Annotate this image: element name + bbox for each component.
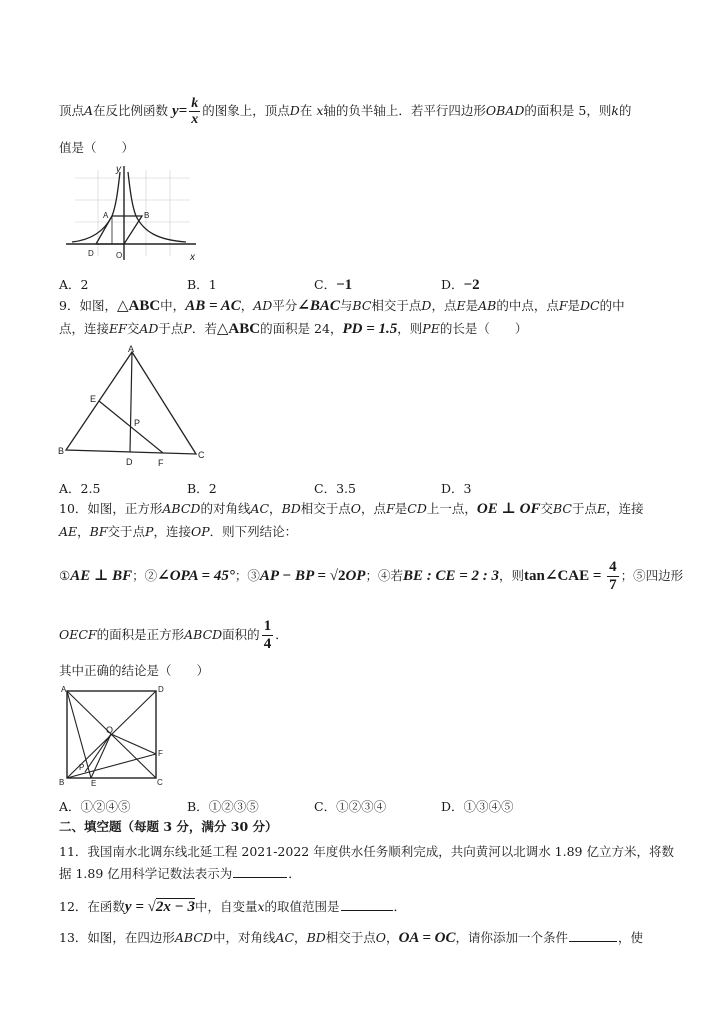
var-PE: PE	[422, 321, 440, 336]
text: 在	[299, 103, 313, 118]
var-O: O	[375, 930, 387, 945]
numerator: k	[191, 96, 199, 111]
q10-label-D: D	[158, 685, 164, 694]
option-letter: A．	[59, 481, 81, 496]
text: ；④若	[365, 568, 403, 583]
text: 9．如图，	[59, 298, 117, 313]
sqrt-two: √2	[329, 568, 346, 584]
text: 的图象上，顶点	[202, 103, 290, 118]
text: ，连接	[153, 524, 191, 539]
text: ，	[240, 298, 254, 313]
option-value: 3	[463, 481, 472, 496]
q9-label-E: E	[90, 394, 97, 404]
option-value: ①②④⑤	[80, 799, 131, 814]
q9-line1	[59, 297, 625, 315]
text: 是	[394, 501, 408, 516]
math-angle: ∠BAC	[297, 298, 340, 314]
q8-line2: 值是（ ）	[59, 140, 135, 155]
option-value: 2.5	[80, 481, 101, 496]
q10-label-P: P	[79, 763, 85, 772]
text: 13．如图，在四边形	[59, 930, 175, 945]
q9-option-a[interactable]	[59, 479, 100, 497]
text: 上一点，	[426, 501, 477, 516]
conclusion-1: AE ⊥ BF	[70, 568, 133, 584]
var-OECF: OECF	[59, 627, 97, 642]
q10-line2	[59, 523, 297, 541]
var-F: F	[558, 298, 568, 313]
text: ．	[275, 627, 288, 642]
text: 是	[465, 298, 479, 313]
option-letter: B．	[187, 799, 209, 814]
text: ．	[288, 866, 301, 881]
q8-option-a[interactable]	[59, 275, 88, 293]
conclusion-4: BE : CE = 2 : 3	[402, 568, 500, 584]
math-triangle: △ABC	[216, 321, 261, 337]
text: 的	[618, 103, 632, 118]
q8-option-b[interactable]	[187, 275, 217, 293]
q11-line1: 11．我国南水北调东线北延工程 2021-2022 年度供水任务顺利完成，共向黄河以北调水 1.89 亿立方米，将数	[59, 844, 674, 859]
text: ，则	[397, 321, 423, 336]
var-AC: AC	[275, 930, 295, 945]
denominator: 4	[263, 636, 272, 652]
q8-grid	[75, 170, 190, 256]
var-AE: AE	[59, 524, 78, 539]
q8-line1	[59, 96, 631, 127]
text: 的长是（ ）	[439, 321, 528, 336]
option-letter: D．	[441, 481, 464, 496]
text: 顶点	[59, 103, 85, 118]
q13-line	[59, 928, 643, 948]
text: 面积的	[222, 627, 260, 642]
q8-option-c[interactable]	[314, 275, 352, 294]
fraction-k-over-x	[189, 96, 200, 127]
fraction-4-7	[607, 559, 619, 594]
option-value: ①②③④	[336, 799, 387, 814]
q12-line	[59, 896, 406, 918]
text: 的中	[599, 298, 625, 313]
var-A: A	[84, 103, 94, 118]
q10-conclusions	[59, 559, 683, 594]
q10-option-c[interactable]	[314, 797, 386, 815]
math-ab-eq-ac: AB = AC	[185, 298, 241, 314]
option-value: 2	[208, 481, 217, 496]
text: 的面积是正方形	[96, 627, 185, 642]
math-y-eq: y =	[124, 899, 148, 915]
var-OBAD: OBAD	[485, 103, 525, 118]
q9-option-d[interactable]	[441, 479, 471, 497]
text: 10．如图，正方形	[59, 501, 163, 516]
var-y: y	[172, 103, 179, 119]
q8-label-x: x	[190, 252, 195, 263]
var-BC: BC	[352, 298, 372, 313]
text: ，点	[431, 298, 457, 313]
text: 中，	[160, 298, 186, 313]
var-E: E	[596, 501, 607, 516]
math-perp: OE ⊥ OF	[476, 501, 541, 517]
text: 中，自变量	[194, 899, 258, 914]
q10-segment-OE	[91, 734, 111, 778]
var-AC: AC	[250, 501, 270, 516]
text: ；③	[234, 568, 260, 583]
text: ．则下列结论：	[209, 524, 298, 539]
text: 点，连接	[59, 321, 110, 336]
text: 的对角线	[200, 501, 251, 516]
var-ABCD: ABCD	[174, 930, 213, 945]
tan-expr: tan∠CAE =	[524, 568, 606, 584]
var-D: D	[289, 103, 300, 118]
var-k: k	[611, 103, 619, 118]
text: 在反比例函数	[93, 103, 169, 118]
var-ABCD: ABCD	[184, 627, 223, 642]
q10-label-B: B	[59, 778, 65, 787]
q10-label-E: E	[91, 779, 97, 788]
option-letter: A．	[59, 799, 81, 814]
denominator: x	[191, 112, 199, 127]
q10-line1	[59, 500, 644, 518]
q9-option-c[interactable]	[314, 479, 356, 497]
math-triangle: △ABC	[116, 298, 161, 314]
text: 交	[126, 321, 140, 336]
q10-label-C: C	[157, 778, 163, 787]
var-DC: DC	[580, 298, 600, 313]
text: 是	[567, 298, 581, 313]
var-F: F	[386, 501, 395, 516]
q8-curve-left	[72, 172, 120, 242]
text: ，	[77, 524, 90, 539]
option-value: 1	[208, 277, 217, 292]
var-OP: OP	[190, 524, 210, 539]
option-value: ①②③⑤	[208, 799, 259, 814]
q9-label-F: F	[158, 458, 164, 468]
option-value: ①③④⑤	[463, 799, 514, 814]
var-x: x	[257, 899, 265, 914]
var-AD: AD	[139, 321, 159, 336]
option-value: 3.5	[336, 481, 356, 496]
text: ，点	[361, 501, 387, 516]
text: ，请你添加一个条件	[455, 930, 568, 945]
var-BD: BD	[281, 501, 301, 516]
text: 于点	[571, 501, 597, 516]
text: 平分	[272, 298, 298, 313]
text: 12．在函数	[59, 899, 125, 914]
text: ；②	[132, 568, 158, 583]
q10-option-a[interactable]	[59, 797, 131, 815]
option-letter: D．	[441, 277, 464, 292]
q10-label-O: O	[106, 725, 114, 735]
q10-ask: 其中正确的结论是（ ）	[59, 663, 210, 678]
q10-label-A: A	[61, 685, 67, 694]
equals-sign: =	[178, 103, 188, 119]
option-letter: D．	[441, 799, 464, 814]
answer-blank[interactable]	[569, 929, 617, 942]
q10-option-b[interactable]	[187, 797, 259, 815]
text: 的中点，点	[496, 298, 559, 313]
conclusion-3: AP − BP =	[259, 568, 330, 584]
q8-label-y: y	[116, 164, 121, 175]
option-value: −2	[463, 277, 480, 293]
option-letter: C．	[314, 481, 337, 496]
text: 交	[540, 501, 553, 516]
text: 相交于点	[300, 501, 351, 516]
text: 于点	[158, 321, 184, 336]
q8-label-A: A	[103, 211, 109, 220]
q8-label-D: D	[88, 249, 94, 258]
text: ．	[393, 899, 407, 914]
text: ，则	[499, 568, 525, 583]
radicand: 2x − 3	[155, 899, 195, 915]
text: ，使	[617, 930, 643, 945]
option-letter: A．	[59, 277, 81, 292]
q8-curve-right	[128, 172, 186, 242]
math-oa-eq-oc: OA = OC	[398, 930, 456, 946]
q8-parallelogram	[96, 216, 142, 244]
numerator: 4	[609, 559, 617, 575]
text: ，连接	[606, 501, 644, 516]
var-EF: EF	[109, 321, 127, 336]
var-CD: CD	[407, 501, 427, 516]
text: 中，对角线	[212, 930, 276, 945]
fraction-1-4	[262, 618, 274, 653]
option-value: −1	[336, 277, 353, 293]
text: 相交于点	[325, 930, 376, 945]
q9-label-B: B	[58, 446, 65, 456]
math-pd: PD = 1.5	[342, 321, 398, 337]
text: ．若	[191, 321, 217, 336]
q10-segment-OP	[85, 734, 111, 772]
var-BF: BF	[89, 524, 108, 539]
numerator: 1	[263, 618, 272, 634]
denominator: 7	[609, 577, 617, 593]
var-BC: BC	[552, 501, 572, 516]
var-ABCD: ABCD	[162, 501, 201, 516]
text: ，	[386, 930, 399, 945]
var-P: P	[145, 524, 154, 539]
q9-line2	[59, 320, 527, 338]
option-letter: C．	[314, 277, 337, 292]
var-P: P	[183, 321, 192, 336]
text: 轴的负半轴上．若平行四边形	[323, 103, 486, 118]
text: 的取值范围是	[264, 899, 340, 914]
q8-label-B: B	[144, 211, 150, 220]
text: 的面积是 5，则	[524, 103, 612, 118]
var-OP: OP	[345, 568, 366, 584]
q10-label-F: F	[158, 749, 163, 758]
q10-figure	[58, 684, 170, 788]
q9-label-D: D	[126, 457, 133, 467]
answer-blank[interactable]	[341, 898, 393, 911]
option-letter: C．	[314, 799, 337, 814]
text: 相交于点	[371, 298, 422, 313]
q9-label-P: P	[134, 418, 141, 428]
text: ，	[294, 930, 307, 945]
answer-blank[interactable]	[233, 865, 287, 878]
q11-line2	[59, 865, 301, 883]
q8-figure	[60, 160, 200, 264]
q9-figure	[56, 342, 216, 468]
sqrt-sign: √	[147, 899, 156, 915]
var-E: E	[456, 298, 466, 313]
q10-segment-OF	[111, 734, 156, 754]
option-value: 2	[80, 277, 89, 292]
circle-num: ①	[59, 568, 71, 583]
var-AD: AD	[253, 298, 273, 313]
text: ，	[269, 501, 282, 516]
q9-segment-AD	[130, 352, 132, 452]
text: 交于点	[107, 524, 146, 539]
var-x: x	[316, 103, 324, 118]
q9-option-b[interactable]	[187, 479, 217, 497]
conclusion-2: ∠OPA = 45°	[157, 568, 235, 584]
text: ；⑤四边形	[620, 568, 684, 583]
var-O: O	[350, 501, 362, 516]
q8-label-O: O	[116, 251, 123, 260]
q9-label-A: A	[128, 344, 135, 354]
var-D: D	[421, 298, 432, 313]
q9-label-C: C	[198, 450, 205, 460]
q10-option-d[interactable]	[441, 797, 514, 815]
text: 与	[339, 298, 353, 313]
var-BD: BD	[306, 930, 326, 945]
q10-line4	[59, 618, 288, 653]
section-heading: 二、填空题（每题 3 分，满分 30 分）	[59, 819, 278, 834]
option-letter: B．	[187, 481, 209, 496]
var-AB: AB	[478, 298, 497, 313]
text: 据 1.89 亿用科学记数法表示为	[59, 866, 233, 881]
q8-option-d[interactable]	[441, 275, 480, 294]
text: 的面积是 24，	[260, 321, 343, 336]
option-letter: B．	[187, 277, 209, 292]
